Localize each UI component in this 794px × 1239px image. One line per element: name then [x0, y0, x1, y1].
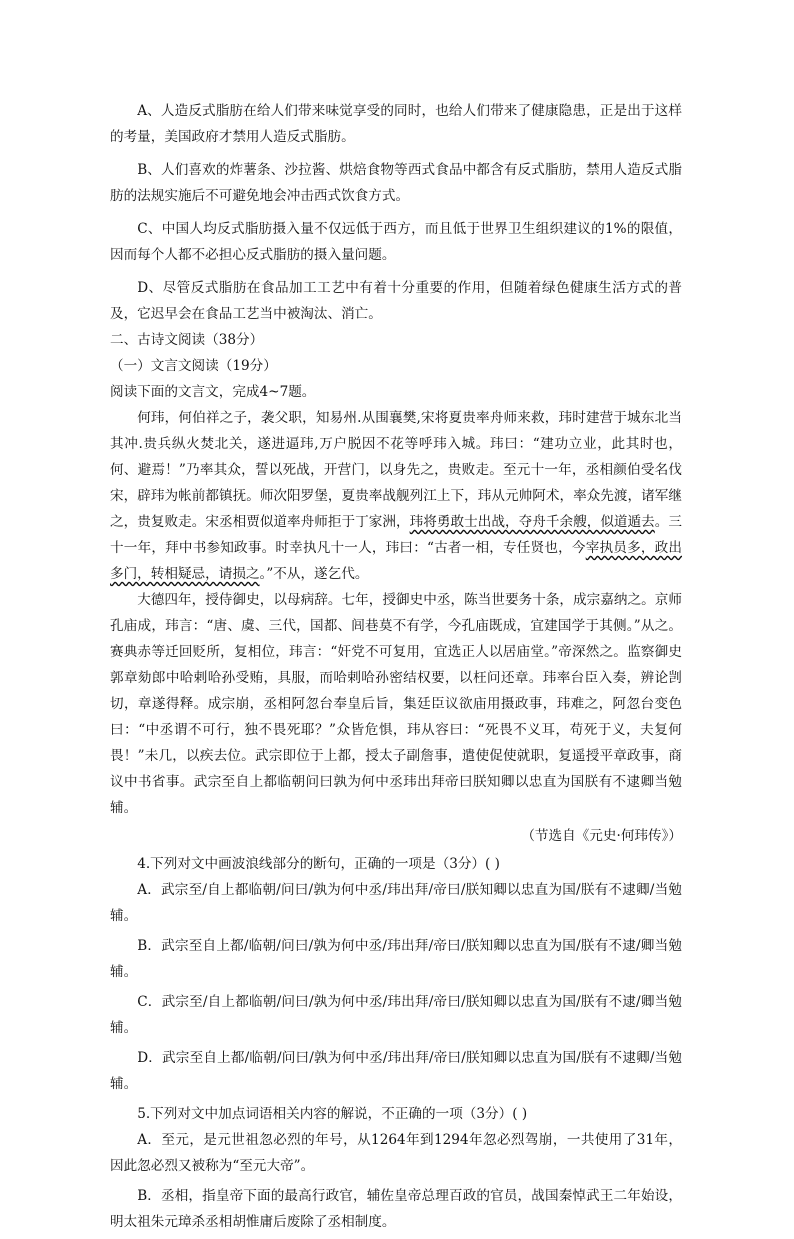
question-5-option-a: A．至元，是元世祖忽必烈的年号，从1264年到1294年忽必烈驾崩，一共使用了31年，因此忽必烈又被称为“至元大帝”。: [110, 1132, 682, 1174]
question-4-option-c: C．武宗至/自上都临朝/问曰/孰为何中丞/玮出拜/帝曰/朕知卿以忠直为国/朕有不逮/卿当勉辅。: [110, 994, 682, 1036]
option-c-prev: C、中国人均反式脂肪摄入量不仅远低于西方，而且低于世界卫生组织建议的1%的限值，因而每个人都不必担心反式脂肪的摄入量问题。: [110, 221, 682, 263]
option-a-prev: A、人造反式脂肪在给人们带来味觉享受的同时，也给人们带来了健康隐患，正是出于这样的考量，美国政府才禁用人造反式脂肪。: [110, 103, 682, 145]
passage-text: 。三十一年，拜中书参知政事。时幸执凡十一人，玮曰：“古者一相，专任贤也，今: [110, 514, 683, 556]
option-b-prev: B、人们喜欢的炸薯条、沙拉酱、烘焙食物等西式食品中都含有反式脂肪，禁用人造反式脂肪的法规实施后不可避免地会冲击西式饮食方式。: [110, 162, 682, 204]
document-page: [110, 98, 682, 1239]
reading-instruction: 阅读下面的文言文，完成4~7题。: [110, 384, 316, 400]
wavy-underlined-text: 宰执员多，政出多门，转相疑忌，请损之: [110, 540, 683, 582]
passage-paragraph-1: [110, 405, 682, 587]
passage-source: （节选自《元史·何玮传》）: [521, 828, 682, 844]
passage-text: 。”不从，遂乞代。: [259, 566, 369, 582]
question-5-option-b: B．丞相，指皇帝下面的最高行政官，辅佐皇帝总理百政的官员，战国秦悼武王二年始设，明太祖朱元璋杀丞相胡惟庸后废除了丞相制度。: [110, 1188, 682, 1230]
question-4-option-d: D．武宗至自上都/临朝/问曰/孰为何中丞/玮出拜/帝曰/朕知卿以忠直为国/朕有不逮卿/当勉辅。: [110, 1050, 682, 1092]
subsection-heading: （一）文言文阅读（19分）: [110, 358, 277, 374]
option-d-prev: D、尽管反式脂肪在食品加工工艺中有着十分重要的作用，但随着绿色健康生活方式的普及，它迟早会在食品工艺当中被淘汰、消亡。: [110, 280, 682, 322]
question-4-stem: 4.下列对文中画波浪线部分的断句，正确的一项是（3分）( ): [137, 856, 500, 872]
question-4-option-a: A．武宗至/自上都临朝/问曰/孰为何中丞/玮出拜/帝曰/朕知卿以忠直为国/朕有不逮卿/当勉辅。: [110, 882, 682, 924]
section-heading: 二、古诗文阅读（38分）: [110, 332, 264, 348]
question-5-stem: 5.下列对文中加点词语相关内容的解说，不正确的一项（3分）( ): [137, 1106, 528, 1122]
question-4-option-b: B．武宗至自上都/临朝/问曰/孰为何中丞/玮出拜/帝曰/朕知卿以忠直为国/朕有不逮/卿当勉辅。: [110, 938, 682, 980]
passage-text: 何玮，何伯祥之子，袭父职，知易州.从围襄樊,宋将夏贵率舟师来救，玮时建营于城东北当其冲.贵兵纵火焚北关，遂进逼玮,万户脱因不花等呼玮入城。玮曰：“建功立业，此其时也，何、避焉！”乃率其众，誓以死战，开营门，以身先之，贵败走。至元十一年，丞相颜伯受名伐宋，辟玮为帐前都镇抚。师次阳罗堡，夏贵率战舰列江上下，玮从元帅阿术，率众先渡，诸军继之，贵复败走。宋丞相贾似道率舟师拒于丁家洲，: [110, 410, 682, 530]
wavy-underlined-text: 玮将勇敢士出战，夺舟千余艘，似道遁去: [409, 514, 655, 530]
passage-paragraph-2: 大德四年，授侍御史，以母病辞。七年，授御史中丞，陈当世要务十条，成宗嘉纳之。京师孔庙成，玮言：“唐、虞、三代，国都、闾巷莫不有学，今孔庙既成，宜建国学于其侧。”从之。赛典赤等迁回贬所，复相位，玮言：“奸党不可复用，宜选正人以居庙堂。”帝深然之。监察御史郭章劾郎中哈剌哈孙受贿，具服，而哈剌哈孙密结权要，以枉问还章。玮率台臣入奏，辨论剀切，章遂得释。成宗崩，丞相阿忽台奉皇后旨，集廷臣议欲庙用摄政事，玮难之，阿忽台变色曰：“中丞谓不可行，独不畏死耶？”众皆危惧，玮从容曰：“死畏不义耳，苟死于义，夫复何畏！”未几，以疾去位。武宗即位于上都，授太子副詹事，遣使促使就职，复遥授平章政事，商议中书省事。武宗至自上都临朝问曰孰为何中丞玮出拜帝曰朕知卿以忠直为国朕有不逮卿当勉辅。: [110, 592, 682, 816]
